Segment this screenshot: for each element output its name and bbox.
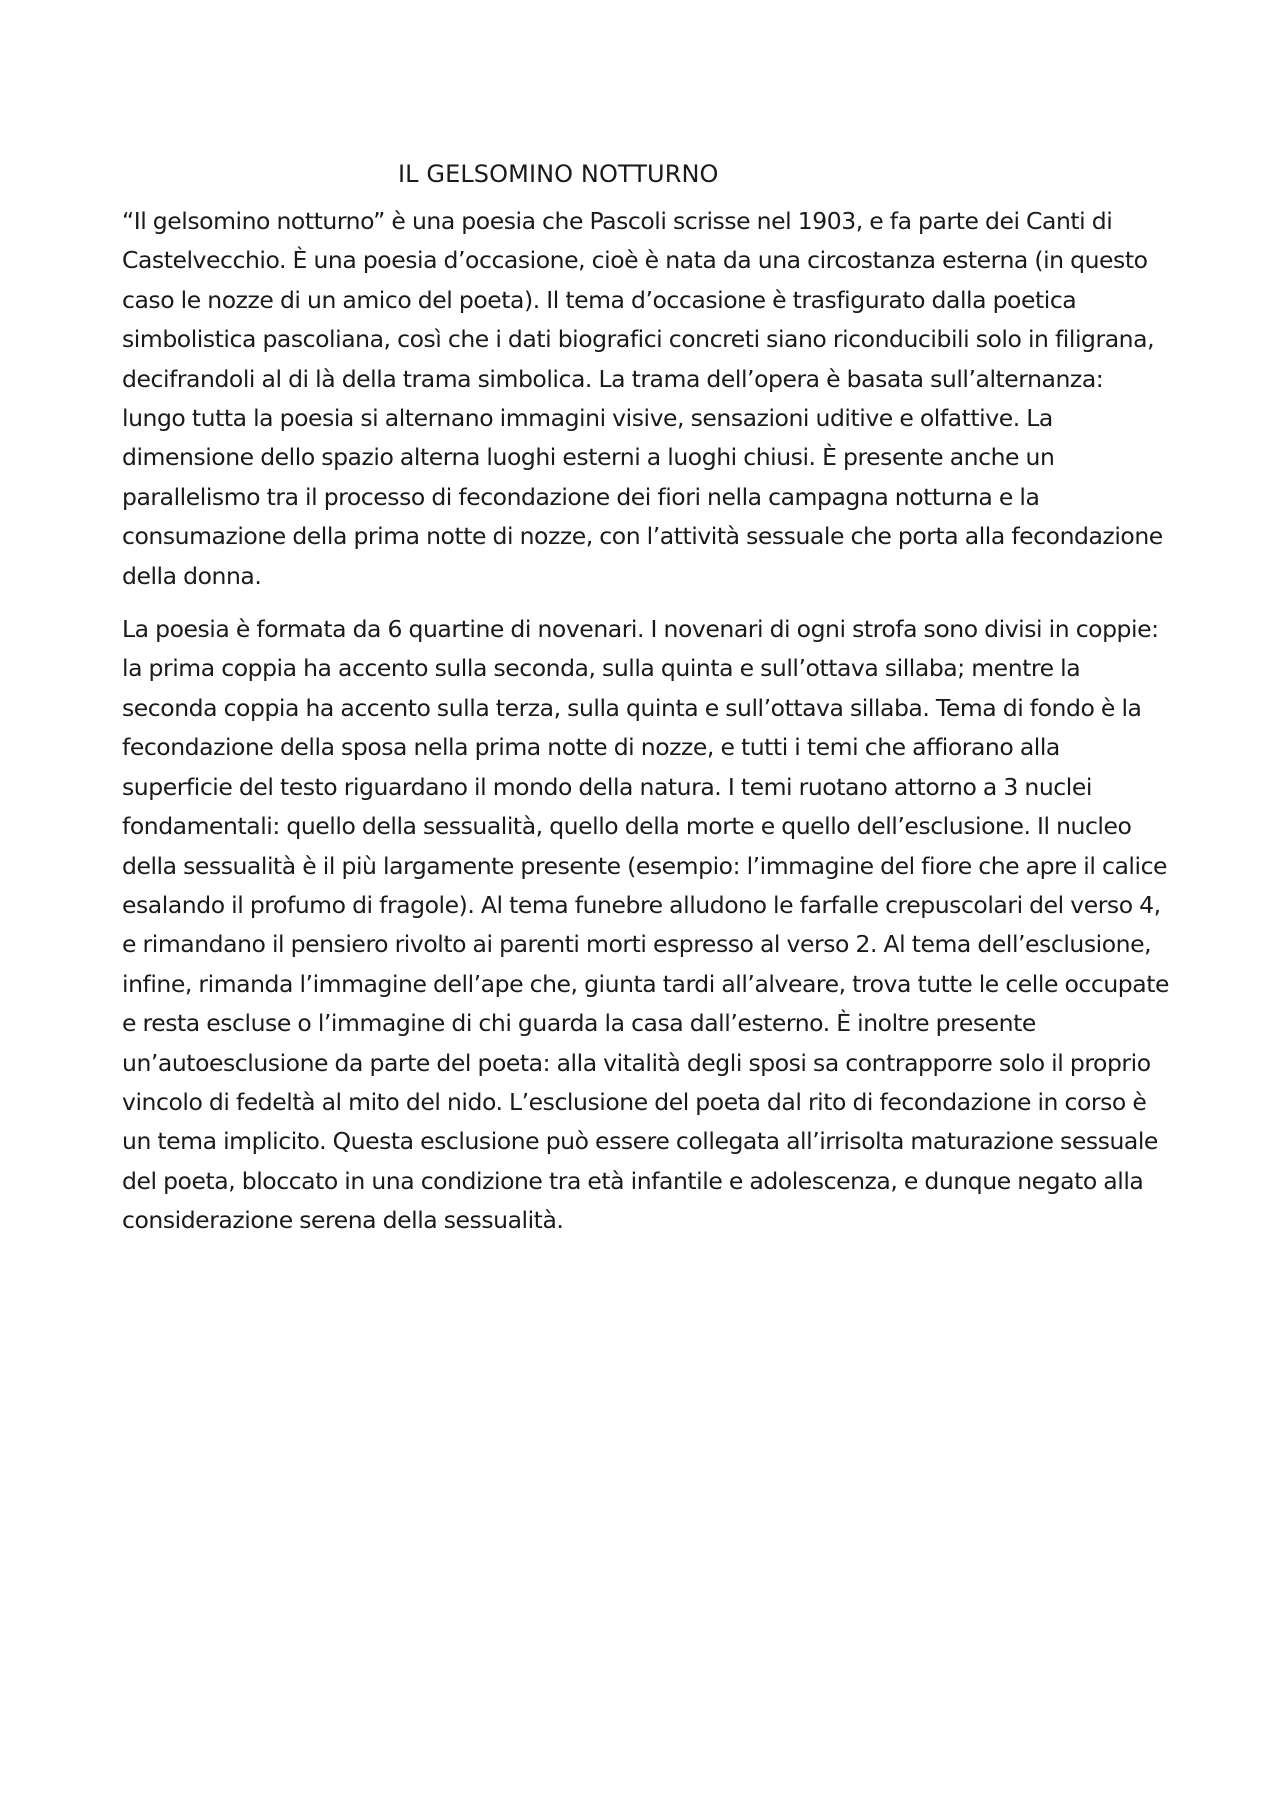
paragraph-introduction: “Il gelsomino notturno” è una poesia che Pascoli scrisse nel 1903, e fa parte dei Canti di Castelvecchio. È una poesia d’occasione, cioè è nata da una circostanza esterna (in questo caso le nozze di un amico del poeta). Il tema d’occasione è trasfigurato dalla poetica simbolistica pascoliana, così che i dati biografici concreti siano riconducibili solo in filigrana, decifrandoli al di là della trama simbolica. La trama dell’opera è basata sull’alternanza: lungo tutta la poesia si alternano immagini visive, sensazioni uditive e olfattive. La dimensione dello spazio alterna luoghi esterni a luoghi chiusi. È presente anche un parallelismo tra il processo di fecondazione dei fiori nella campagna notturna e la consumazione della prima notte di nozze, con l’attività sessuale che porta alla fecondazione della donna.	[122, 207, 1163, 590]
paragraph-analysis: La poesia è formata da 6 quartine di novenari. I novenari di ogni strofa sono divisi in coppie: la prima coppia ha accento sulla seconda, sulla quinta e sull’ottava sillaba; mentre la seconda coppia ha accento sulla terza, sulla quinta e sull’ottava sillaba. Tema di fondo è la fecondazione della sposa nella prima notte di nozze, e tutti i temi che affiorano alla superficie del testo riguardano il mondo della natura. I temi ruotano attorno a 3 nuclei fondamentali: quello della sessualità, quello della morte e quello dell’esclusione. Il nucleo della sessualità è il più largamente presente (esempio: l’immagine del fiore che apre il calice esalando il profumo di fragole). Al tema funebre alludono le farfalle crepuscolari del verso 4, e rimandano il pensiero rivolto ai parenti morti espresso al verso 2. Al tema dell’esclusione, infine, rimanda l’immagine dell’ape che, giunta tardi all’alveare, trova tutte le celle occupate e resta escluse o l’immagine di chi guarda la casa dall’esterno. È inoltre presente un’autoesclusione da parte del poeta: alla vitalità degli sposi sa contrapporre solo il proprio vincolo di fedeltà al mito del nido. L’esclusione del poeta dal rito di fecondazione in corso è un tema implicito. Questa esclusione può essere collegata all’irrisolta maturazione sessuale del poeta, bloccato in una condizione tra età infantile e adolescenza, e dunque negato alla considerazione serena della sessualità.	[122, 615, 1169, 1235]
document-title: IL GELSOMINO NOTTURNO	[398, 160, 719, 188]
document-body	[122, 154, 1172, 1241]
